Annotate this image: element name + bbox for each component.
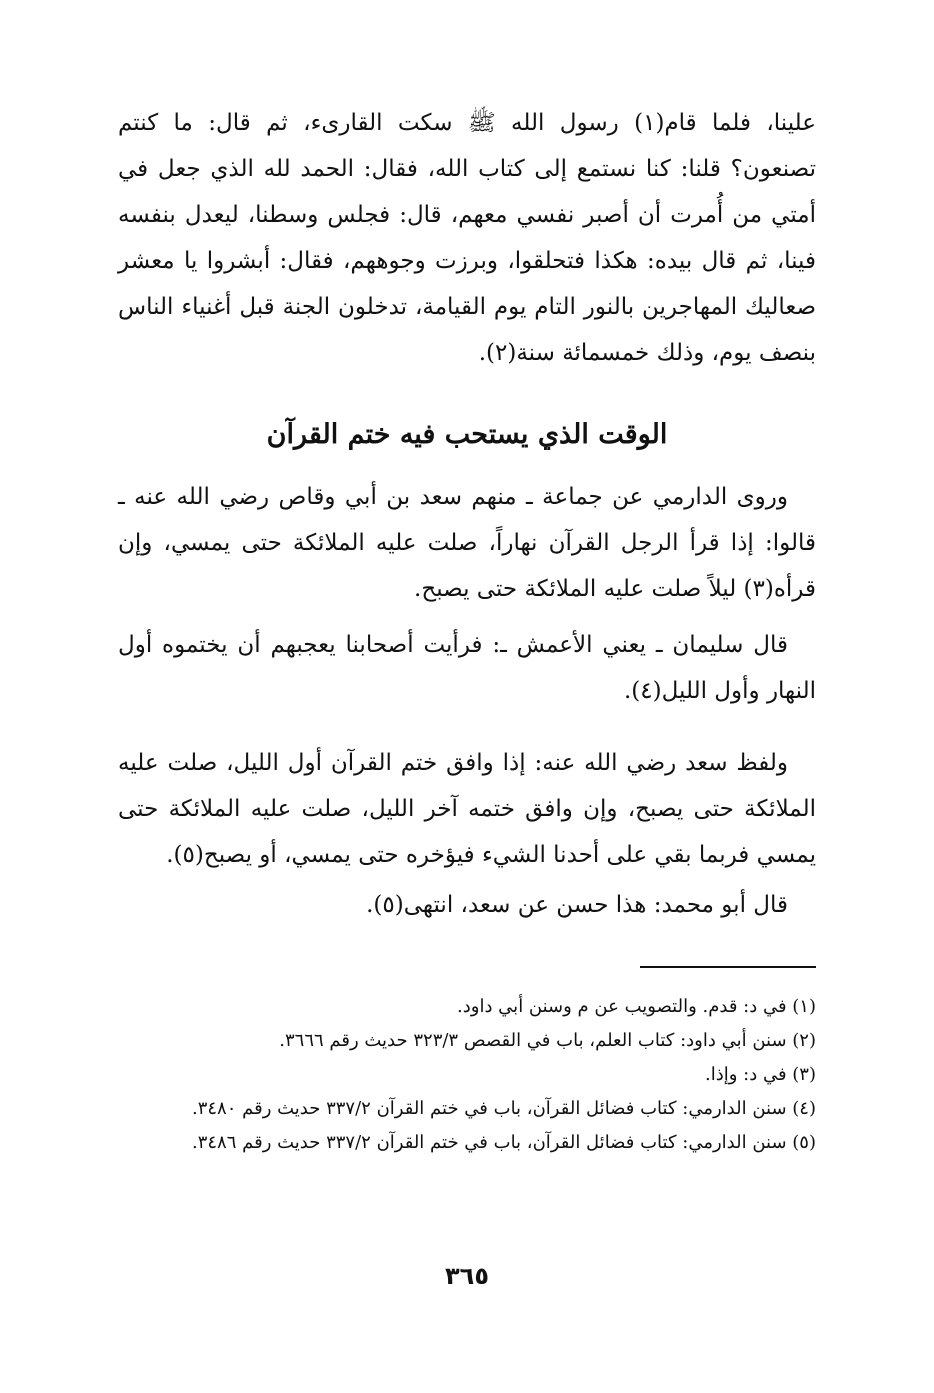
footnote-2: (٢) سنن أبي داود: كتاب العلم، باب في القصص ٣٢٣/٣ حديث رقم ٣٦٦٦. [279, 1030, 816, 1051]
paragraph-1: علينا، فلما قام(١) رسول الله ﷺ سكت القارىء، ثم قال: ما كنتم تصنعون؟ قلنا: كنا نستمع إلى كتاب الله، فقال: الحمد لله الذي جعل في أمتي من أُمرت أن أصبر نفسي معهم، قال: فجلس وسطنا، ليعدل بنفسه فينا، ثم قال بيده: هكذا فتحلقوا، وبرزت وجوههم، فقال: أبشروا يا معشر صعاليك المهاجرين بالنور التام يوم القيامة، تدخلون الجنة قبل أغنياء الناس بنصف يوم، وذلك خمسمائة سنة(٢). [118, 110, 816, 366]
footnotes [118, 990, 816, 1160]
paragraph-4: ولفظ سعد رضي الله عنه: إذا وافق ختم القرآن أول الليل، صلت عليه الملائكة حتى يصبح، وإن وافق ختمه آخر الليل، صلت عليه الملائكة حتى يمسي فربما بقي على أحدنا الشيء فيؤخره حتى يمسي، أو يصبح(٥). [118, 750, 816, 868]
footnote-1: (١) في د: قدم. والتصويب عن م وسنن أبي داود. [457, 996, 816, 1017]
paragraph-2: وروى الدارمي عن جماعة ـ منهم سعد بن أبي وقاص رضي الله عنه ـ قالوا: إذا قرأ الرجل القرآن نهاراً، صلت عليه الملائكة حتى يمسي، وإن قرأه(٣) ليلاً صلت عليه الملائكة حتى يصبح. [118, 484, 816, 602]
paragraph-3: قال سليمان ـ يعني الأعمش ـ: فرأيت أصحابنا يعجبهم أن يختموه أول النهار وأول الليل(٤). [118, 632, 816, 704]
footnote-5: (٥) سنن الدارمي: كتاب فضائل القرآن، باب في ختم القرآن ٣٣٧/٢ حديث رقم ٣٤٨٦. [191, 1132, 816, 1153]
section-heading: الوقت الذي يستحب فيه ختم القرآن [266, 419, 668, 450]
page-number: ٣٦٥ [445, 1262, 489, 1290]
footnote-4: (٤) سنن الدارمي: كتاب فضائل القرآن، باب في ختم القرآن ٣٣٧/٢ حديث رقم ٣٤٨٠. [191, 1098, 816, 1119]
paragraph-5: قال أبو محمد: هذا حسن عن سعد، انتهى(٥). [366, 892, 788, 918]
footnote-3: (٣) في د: وإذا. [704, 1064, 816, 1085]
footnote-divider [640, 966, 816, 968]
page-body [118, 100, 816, 1160]
